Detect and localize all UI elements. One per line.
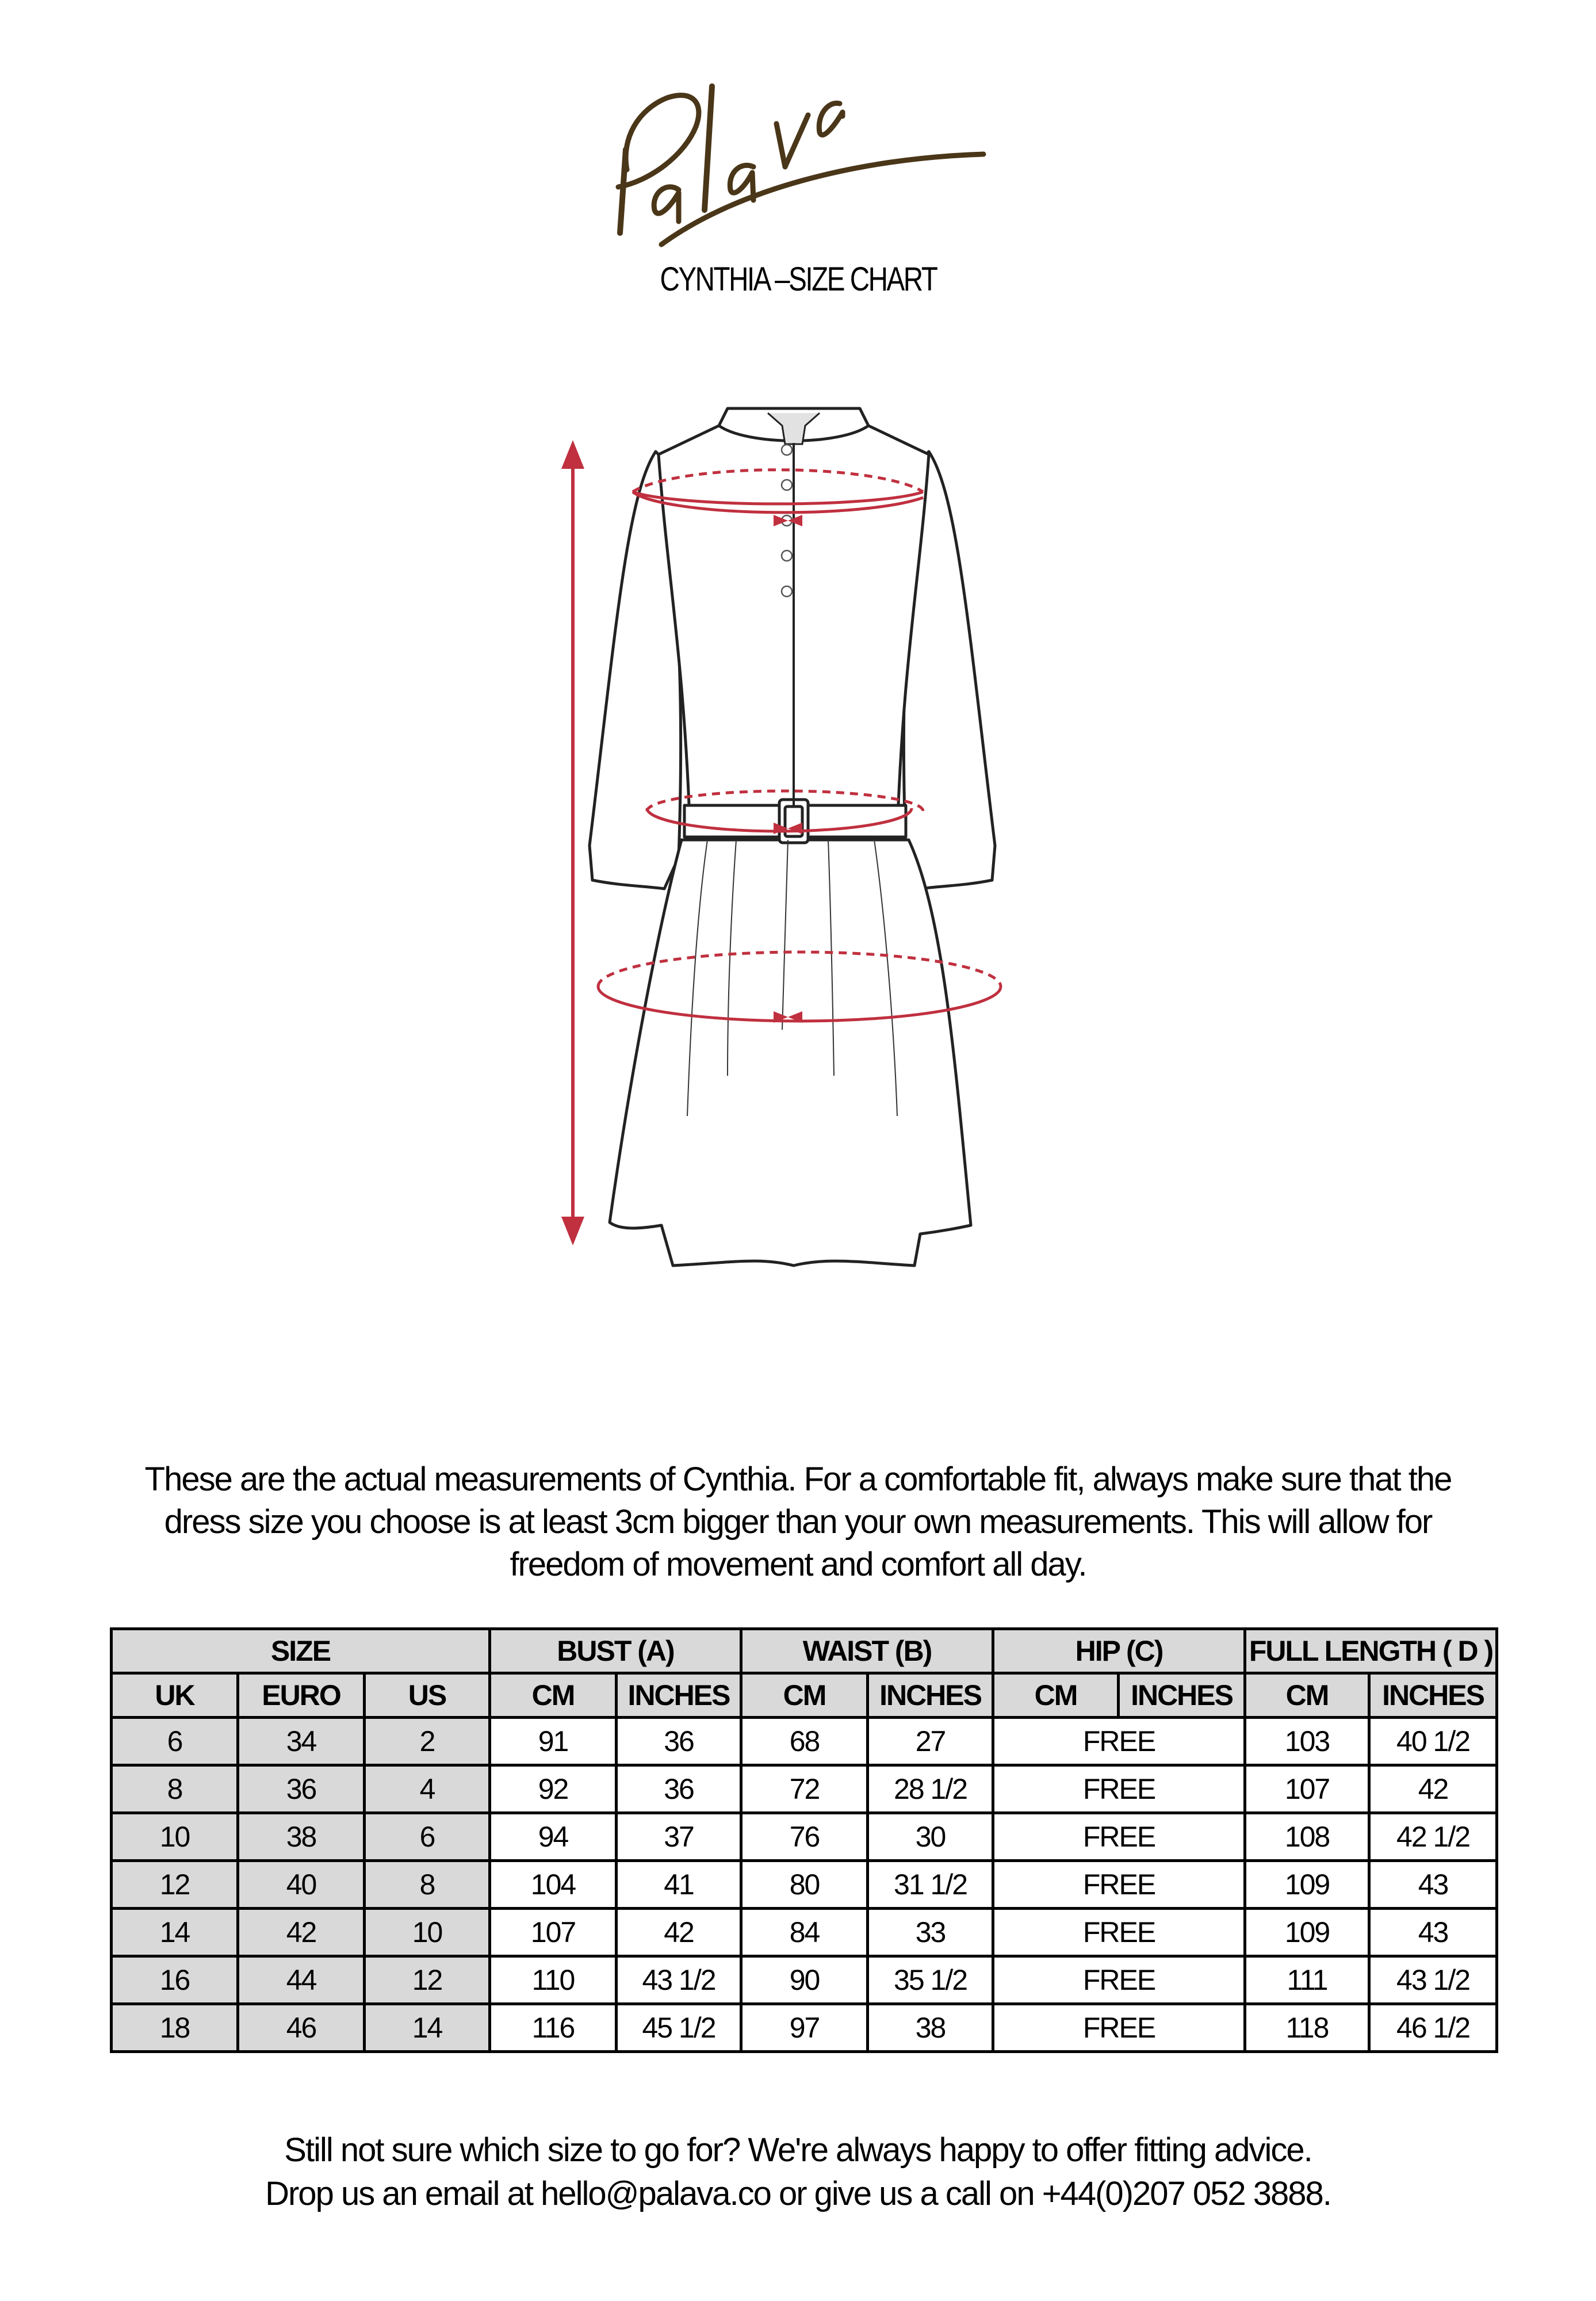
logo-stroke-v (776, 115, 808, 167)
group-header-size: SIZE (112, 1629, 490, 1673)
footer-text: Drop us an email at (265, 2175, 541, 2212)
table-row (112, 1718, 1497, 1765)
table-row (112, 1956, 1497, 2004)
cell-length-inches: 43 (1369, 1909, 1497, 1956)
col-header-hip-cm: CM (993, 1673, 1119, 1718)
footer-text: or give us a call on (770, 2175, 1042, 2212)
cell-uk: 16 (112, 1956, 238, 2004)
cell-hip: FREE (993, 1718, 1245, 1765)
cell-uk: 18 (112, 2004, 238, 2052)
intro-line: freedom of movement and comfort all day. (510, 1546, 1086, 1583)
logo-stroke-l (705, 86, 712, 210)
full-length-arrow (561, 440, 584, 1245)
cell-us: 6 (365, 1813, 490, 1861)
col-header-length-cm: CM (1245, 1673, 1369, 1718)
cell-euro: 34 (238, 1718, 365, 1765)
table-row (112, 1765, 1497, 1813)
cell-bust-inches: 36 (617, 1765, 741, 1813)
cell-waist-inches: 28 1/2 (868, 1765, 993, 1813)
cell-us: 4 (365, 1765, 490, 1813)
phone-link[interactable]: +44(0)207 052 3888 (1042, 2175, 1323, 2212)
cell-bust-inches: 42 (617, 1909, 741, 1956)
cell-hip: FREE (993, 2004, 1245, 2052)
document-title: CYNTHIA –SIZE CHART (660, 261, 937, 298)
cell-us: 2 (365, 1718, 490, 1765)
cell-length-inches: 40 1/2 (1369, 1718, 1497, 1765)
skirt (610, 840, 971, 1266)
cell-bust-cm: 107 (490, 1909, 617, 1956)
cell-uk: 6 (112, 1718, 238, 1765)
cell-waist-cm: 68 (741, 1718, 868, 1765)
cell-uk: 8 (112, 1765, 238, 1813)
cell-bust-inches: 41 (617, 1861, 741, 1909)
col-header-waist-inches: INCHES (868, 1673, 993, 1718)
cell-us: 14 (365, 2004, 490, 2052)
cell-length-cm: 111 (1245, 1956, 1369, 2004)
cell-us: 12 (365, 1956, 490, 2004)
cell-hip: FREE (993, 1909, 1245, 1956)
sub-header-row (112, 1673, 1497, 1718)
cell-waist-inches: 30 (868, 1813, 993, 1861)
intro-text (86, 1458, 1510, 1586)
table-row (112, 1813, 1497, 1861)
arrow-up-icon (561, 440, 584, 469)
col-header-bust-inches: INCHES (617, 1673, 741, 1718)
group-header-full-length: FULL LENGTH ( D ) (1245, 1629, 1497, 1673)
logo-stroke-p-stem (620, 150, 626, 233)
arrow-down-icon (561, 1217, 584, 1245)
cell-hip: FREE (993, 1813, 1245, 1861)
cell-waist-inches: 27 (868, 1718, 993, 1765)
footer-line-1: Still not sure which size to go for? We're always happy to offer fitting advice. (284, 2131, 1312, 2169)
logo-stroke-a1 (654, 187, 679, 221)
cell-bust-cm: 91 (490, 1718, 617, 1765)
cell-euro: 42 (238, 1909, 365, 1956)
cell-us: 8 (365, 1861, 490, 1909)
cell-euro: 40 (238, 1861, 365, 1909)
cell-uk: 10 (112, 1813, 238, 1861)
cell-length-inches: 42 1/2 (1369, 1813, 1497, 1861)
table-row (112, 1909, 1497, 1956)
cell-hip: FREE (993, 1765, 1245, 1813)
intro-line: These are the actual measurements of Cynthia. For a comfortable fit, always make sure that the (144, 1461, 1452, 1498)
cell-length-inches: 43 (1369, 1861, 1497, 1909)
cell-waist-inches: 35 1/2 (868, 1956, 993, 2004)
cell-bust-cm: 104 (490, 1861, 617, 1909)
size-rows (112, 1718, 1497, 2052)
cell-length-cm: 108 (1245, 1813, 1369, 1861)
col-header-hip-inches: INCHES (1119, 1673, 1245, 1718)
cell-length-inches: 42 (1369, 1765, 1497, 1813)
footer-contact (0, 2128, 1596, 2216)
cell-euro: 44 (238, 1956, 365, 2004)
group-header-waist: WAIST (B) (741, 1629, 993, 1673)
size-chart-table (110, 1627, 1498, 2053)
cell-bust-inches: 37 (617, 1813, 741, 1861)
cell-waist-cm: 97 (741, 2004, 868, 2052)
cell-bust-cm: 92 (490, 1765, 617, 1813)
col-header-us: US (365, 1673, 490, 1718)
footer-line-2 (0, 2172, 1596, 2216)
cell-waist-inches: 33 (868, 1909, 993, 1956)
footer-text: . (1322, 2175, 1331, 2212)
cell-waist-inches: 31 1/2 (868, 1861, 993, 1909)
cell-waist-cm: 76 (741, 1813, 868, 1861)
cell-hip: FREE (993, 1861, 1245, 1909)
cell-bust-inches: 36 (617, 1718, 741, 1765)
cell-waist-cm: 90 (741, 1956, 868, 2004)
cell-length-cm: 109 (1245, 1861, 1369, 1909)
cell-length-cm: 109 (1245, 1909, 1369, 1956)
col-header-uk: UK (112, 1673, 238, 1718)
cell-euro: 38 (238, 1813, 365, 1861)
dress-illustration (541, 403, 1047, 1277)
cell-length-inches: 43 1/2 (1369, 1956, 1497, 2004)
table-row (112, 1861, 1497, 1909)
cell-length-cm: 118 (1245, 2004, 1369, 2052)
cell-us: 10 (365, 1909, 490, 1956)
cell-length-inches: 46 1/2 (1369, 2004, 1497, 2052)
cell-bust-cm: 116 (490, 2004, 617, 2052)
cell-hip: FREE (993, 1956, 1245, 2004)
cell-waist-cm: 84 (741, 1909, 868, 1956)
cell-waist-inches: 38 (868, 2004, 993, 2052)
cell-bust-cm: 110 (490, 1956, 617, 2004)
cell-waist-cm: 72 (741, 1765, 868, 1813)
group-header-row (112, 1629, 1497, 1673)
cell-bust-inches: 45 1/2 (617, 2004, 741, 2052)
cell-bust-inches: 43 1/2 (617, 1956, 741, 2004)
col-header-bust-cm: CM (490, 1673, 617, 1718)
col-header-euro: EURO (238, 1673, 365, 1718)
table-row (112, 2004, 1497, 2052)
group-header-bust: BUST (A) (490, 1629, 741, 1673)
cell-waist-cm: 80 (741, 1861, 868, 1909)
logo-stroke-p (618, 95, 699, 187)
cell-length-cm: 107 (1245, 1765, 1369, 1813)
col-header-waist-cm: CM (741, 1673, 868, 1718)
email-link[interactable]: hello@palava.co (541, 2175, 771, 2212)
logo-stroke-a3 (819, 103, 843, 135)
cell-uk: 12 (112, 1861, 238, 1909)
cell-euro: 36 (238, 1765, 365, 1813)
col-header-length-inches: INCHES (1369, 1673, 1497, 1718)
palava-logo (587, 69, 1029, 259)
cell-length-cm: 103 (1245, 1718, 1369, 1765)
cell-bust-cm: 94 (490, 1813, 617, 1861)
intro-line: dress size you choose is at least 3cm bigger than your own measurements. This will allow for (164, 1503, 1432, 1541)
cell-euro: 46 (238, 2004, 365, 2052)
group-header-hip: HIP (C) (993, 1629, 1245, 1673)
cell-uk: 14 (112, 1909, 238, 1956)
